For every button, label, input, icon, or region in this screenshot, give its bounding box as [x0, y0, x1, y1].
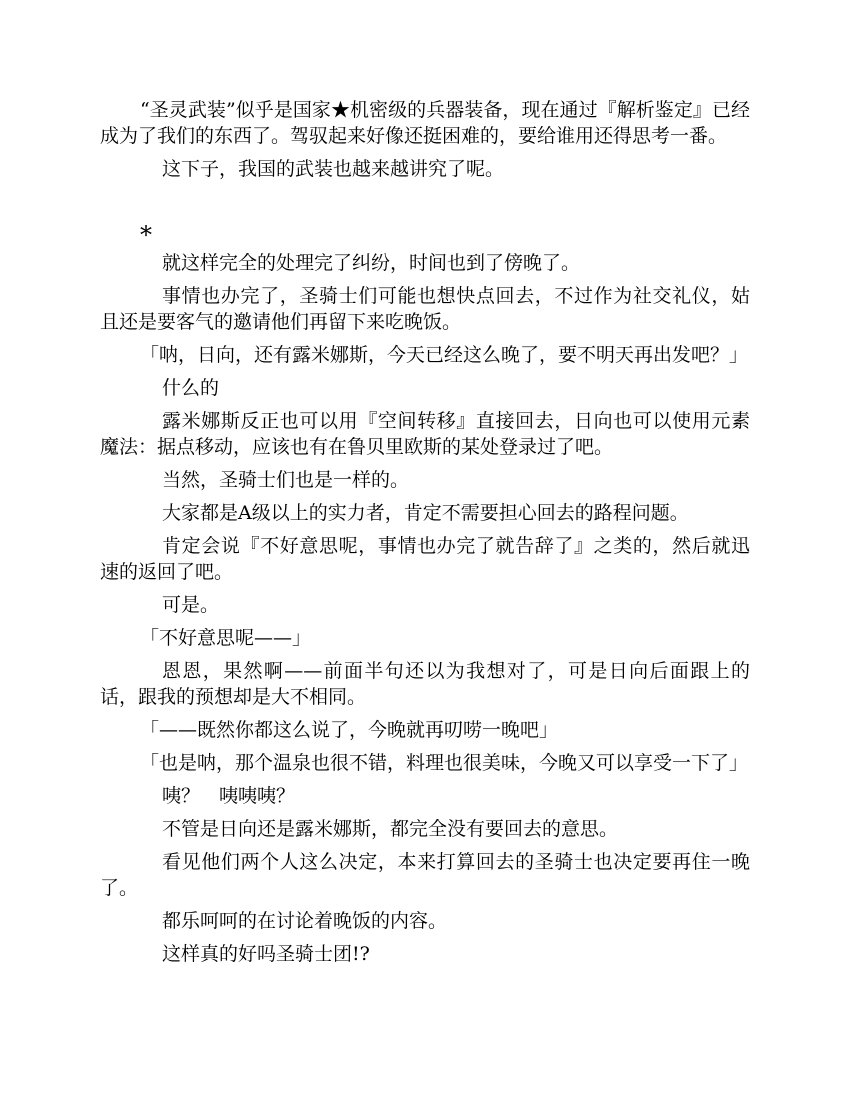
paragraph: 大家都是A级以上的实力者，肯定不需要担心回去的路程问题。	[162, 502, 689, 524]
paragraph: 咦？ 咦咦咦？	[162, 785, 296, 807]
dialogue-line: 「也是呐，那个温泉也很不错，料理也很美味，今晚又可以享受一下了」	[140, 752, 749, 774]
paragraph: 当然，圣骑士们也是一样的。	[162, 469, 410, 491]
paragraph: 看见他们两个人这么决定，本来打算回去的圣骑士也决定要再住一晚了。	[100, 851, 750, 899]
paragraph: 恩恩，果然啊——前面半句还以为我想对了，可是日向后面跟上的话，跟我的预想却是大不相同。	[100, 660, 750, 708]
paragraph: 就这样完全的处理完了纠纷，时间也到了傍晚了。	[162, 252, 581, 274]
paragraph: 都乐呵呵的在讨论着晚饭的内容。	[162, 910, 448, 932]
document-page	[100, 97, 750, 974]
paragraph: 肯定会说『不好意思呢，事情也办完了就告辞了』之类的，然后就迅速的返回了吧。	[100, 535, 750, 583]
paragraph: 这样真的好吗圣骑士团!?	[162, 943, 370, 965]
paragraph: 可是。	[162, 594, 220, 616]
dialogue-line: 「——既然你都这么说了，今晚就再叨唠一晚吧」	[140, 719, 559, 741]
paragraph: 露米娜斯反正也可以用『空间转移』直接回去，日向也可以使用元素魔法：据点移动，应该也有在鲁贝里欧斯的某处登录过了吧。	[100, 410, 750, 458]
paragraph: 什么的	[162, 377, 220, 399]
section-separator: *	[140, 221, 152, 249]
paragraph: 不管是日向还是露米娜斯，都完全没有要回去的意思。	[162, 818, 619, 840]
paragraph: 这下子，我国的武装也越来越讲究了呢。	[162, 158, 505, 180]
dialogue-line: 「呐，日向，还有露米娜斯，今天已经这么晚了，要不明天再出发吧？」	[140, 344, 749, 366]
paragraph: “圣灵武装”似乎是国家★机密级的兵器装备，现在通过『解析鉴定』已经成为了我们的东西了。驾驭起来好像还挺困难的，要给谁用还得思考一番。	[100, 99, 750, 147]
paragraph: 事情也办完了，圣骑士们可能也想快点回去，不过作为社交礼仪，姑且还是要客气的邀请他们再留下来吃晚饭。	[100, 285, 750, 333]
dialogue-line: 「不好意思呢——」	[140, 627, 312, 649]
